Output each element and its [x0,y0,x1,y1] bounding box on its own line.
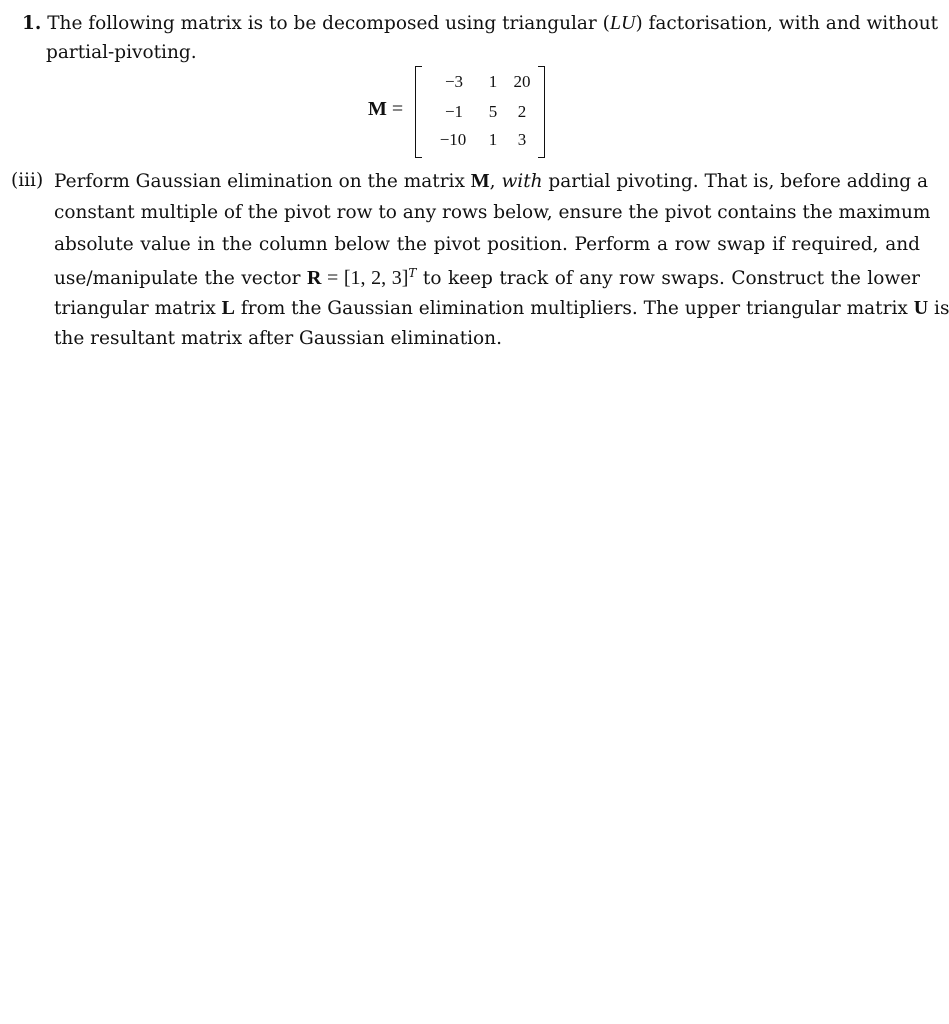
matrix-m [415,66,545,158]
question-intro-line1 [22,12,938,35]
part-line-6: the resultant matrix after Gaussian elimination. [54,328,502,349]
text: , [489,171,502,192]
matrix-cell: 1 [488,72,498,91]
matrix-cell: −3 [444,72,464,91]
matrix-cell: 1 [488,130,498,149]
matrix-cell: 3 [517,130,527,149]
matrix-label [368,98,403,121]
math-M: M [470,170,490,192]
text: Perform Gaussian elimination on the matrix [54,171,471,192]
right-bracket [538,66,545,158]
left-bracket [415,66,422,158]
transpose-sup: T [408,266,417,280]
intro-text-end: ) factorisation, with and without [635,13,939,34]
math-L: L [221,297,235,319]
text: to keep track of any row swaps. Construct the lower [416,268,920,290]
text: use/manipulate the vector [54,268,307,290]
part-line-1 [54,170,929,193]
text: triangular matrix [54,298,222,319]
equals-sign: = [386,98,404,120]
text: absolute value in the column below the pivot position. Perform a row swap if required, and [54,234,920,255]
emphasis-with: with [501,171,543,192]
math-vector: = [1, 2, 3] [321,267,409,290]
matrix-symbol: M [368,98,387,120]
matrix-cell: 20 [513,72,531,91]
text: is [928,298,949,319]
part-line-3 [54,234,920,255]
part-line-4 [54,266,920,290]
math-U: U [913,297,929,319]
matrix-cell: 5 [488,102,498,121]
text: from the Gaussian elimination multipliers. The upper triangular matrix [235,298,914,319]
part-line-5 [54,297,949,320]
text: partial pivoting. That is, before adding a [542,171,929,192]
part-line-2 [54,202,931,223]
lu-math: LU [609,12,636,34]
text: constant multiple of the pivot row to any rows below, ensure the pivot contains the maximum [54,202,931,223]
question-number: 1. [22,13,42,34]
matrix-cell: −10 [439,130,467,149]
matrix-cell: 2 [517,102,527,121]
matrix-cell: −1 [444,102,464,121]
part-label: (iii) [11,170,44,191]
intro-text: The following matrix is to be decomposed using triangular ( [47,13,610,34]
math-R: R [306,267,322,290]
question-intro-line2: partial-pivoting. [46,42,197,63]
